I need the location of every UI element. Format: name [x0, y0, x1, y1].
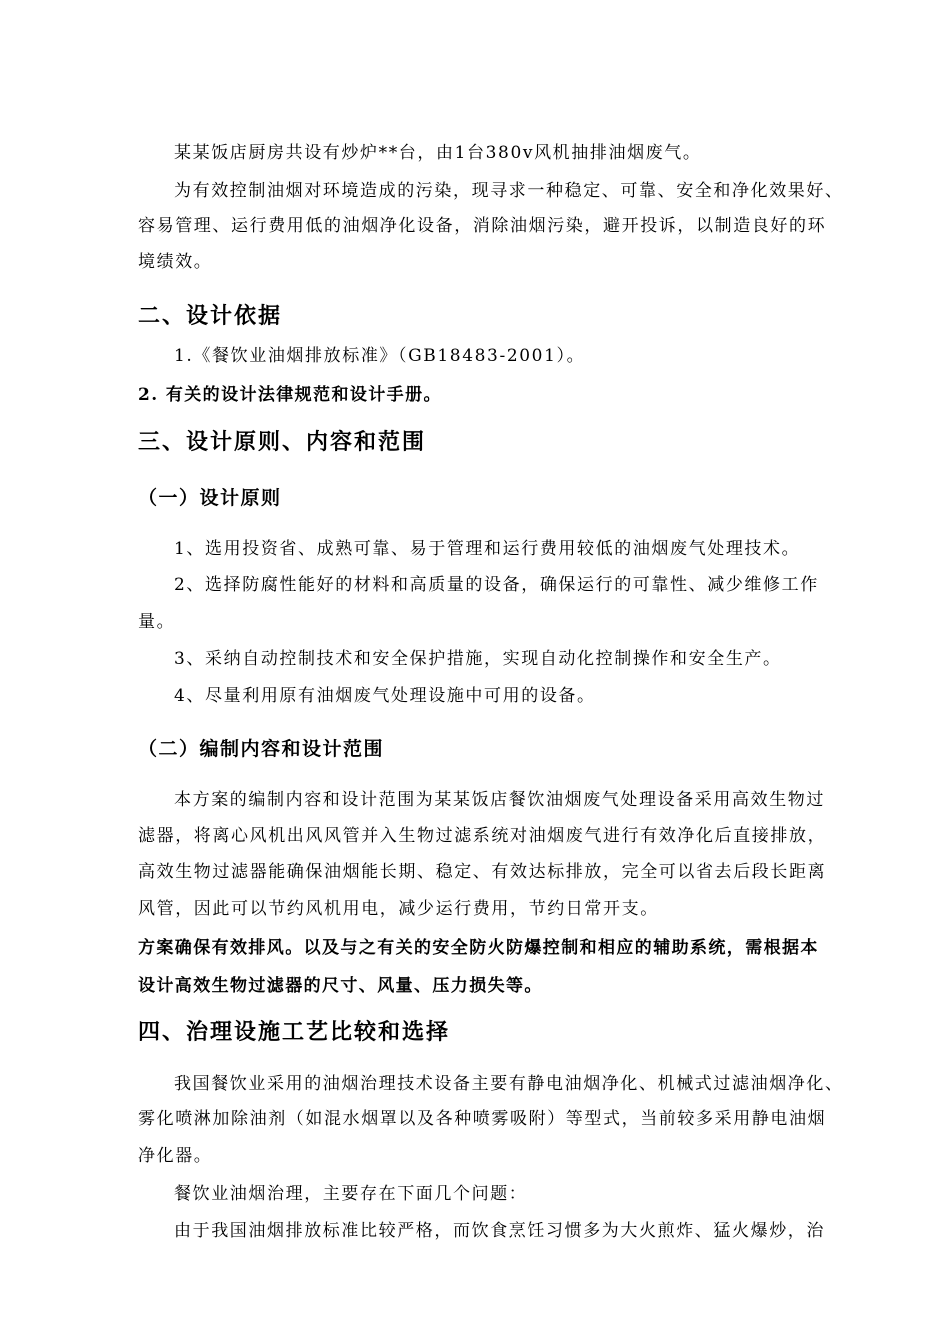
section-2-item-1: 1.《餐饮业油烟排放标准》（GB18483-2001）。	[174, 346, 586, 366]
intro-paragraph-2-line-1: 为有效控制油烟对环境造成的污染，现寻求一种稳定、可靠、安全和净化效果好、	[174, 181, 844, 201]
scope-paragraph-line-4: 风管，因此可以节约风机用电，减少运行费用，节约日常开支。	[138, 899, 659, 919]
scope-paragraph-line-3: 高效生物过滤器能确保油烟能长期、稳定、有效达标排放，完全可以省去后段长距离	[138, 862, 827, 882]
section-4-heading: 四、治理设施工艺比较和选择	[138, 1019, 451, 1045]
intro-paragraph-1: 某某饭店厨房共设有炒炉**台，由1台380v风机抽排油烟废气。	[174, 143, 702, 163]
principle-4: 4、尽量利用原有油烟废气处理设施中可用的设备。	[174, 686, 596, 706]
subsection-1-heading: （一）设计原则	[138, 487, 282, 509]
section-3-heading: 三、设计原则、内容和范围	[138, 429, 427, 455]
principle-1: 1、选用投资省、成熟可靠、易于管理和运行费用较低的油烟废气处理技术。	[174, 539, 801, 559]
section-2-heading: 二、设计依据	[138, 303, 283, 329]
scope-paragraph-line-1: 本方案的编制内容和设计范围为某某饭店餐饮油烟废气处理设备采用高效生物过	[174, 790, 825, 810]
section-2-item-2: 2. 有关的设计法律规范和设计手册。	[138, 385, 442, 405]
principle-2-line-2: 量。	[138, 612, 176, 632]
scope-bold-line-2: 设计高效生物过滤器的尺寸、风量、压力损失等。	[138, 976, 543, 996]
scope-paragraph-line-2: 滤器，将离心风机出风风管并入生物过滤系统对油烟废气进行有效净化后直接排放，	[138, 826, 827, 846]
section-4-paragraph-2: 餐饮业油烟治理，主要存在下面几个问题：	[174, 1184, 528, 1204]
intro-paragraph-2-line-3: 境绩效。	[138, 252, 213, 272]
subsection-2-heading: （二）编制内容和设计范围	[138, 738, 385, 760]
section-4-paragraph-1-line-3: 净化器。	[138, 1146, 213, 1166]
principle-3: 3、采纳自动控制技术和安全保护措施，实现自动化控制操作和安全生产。	[174, 649, 782, 669]
section-4-paragraph-3-line-1: 由于我国油烟排放标准比较严格，而饮食烹饪习惯多为大火煎炸、猛火爆炒，治	[174, 1221, 825, 1241]
intro-paragraph-2-line-2: 容易管理、运行费用低的油烟净化设备，消除油烟污染，避开投诉，以制造良好的环	[138, 216, 827, 236]
section-4-paragraph-1-line-1: 我国餐饮业采用的油烟治理技术设备主要有静电油烟净化、机械式过滤油烟净化、	[174, 1074, 844, 1094]
section-4-paragraph-1-line-2: 雾化喷淋加除油剂（如混水烟罩以及各种喷雾吸附）等型式，当前较多采用静电油烟	[138, 1109, 827, 1129]
principle-2-line-1: 2、选择防腐性能好的材料和高质量的设备，确保运行的可靠性、减少维修工作	[174, 575, 819, 595]
scope-bold-line-1: 方案确保有效排风。以及与之有关的安全防火防爆控制和相应的辅助系统，需根据本	[138, 938, 819, 958]
